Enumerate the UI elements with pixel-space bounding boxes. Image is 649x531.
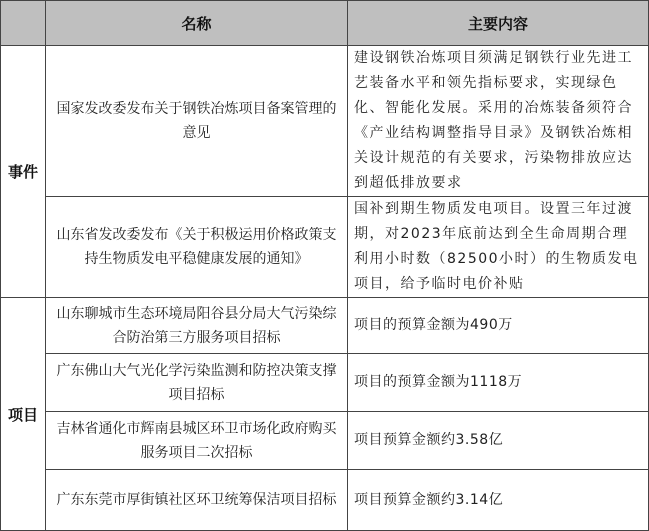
category-events: 事件 (1, 46, 46, 298)
row-content: 建设钢铁冶炼项目须满足钢铁行业先进工艺装备水平和领先指标要求，实现绿色化、智能化发展。采用的冶炼装备须符合《产业结构调整指导目录》及钢铁冶炼相关设计规范的有关要求，污染物排放应达到超低排放要求 (348, 46, 649, 197)
table-row (1, 46, 649, 197)
row-name: 广东东莞市厚街镇社区环卫统筹保洁项目招标 (46, 470, 348, 531)
row-name: 广东佛山大气光化学污染监测和防控决策支撑项目招标 (46, 354, 348, 412)
category-projects: 项目 (1, 298, 46, 531)
row-name: 山东聊城市生态环境局阳谷县分局大气污染综合防治第三方服务项目招标 (46, 298, 348, 354)
table-row (1, 298, 649, 354)
row-content: 项目的预算金额为1118万 (348, 354, 649, 412)
row-name: 国家发改委发布关于钢铁冶炼项目备案管理的意见 (46, 46, 348, 197)
header-name: 名称 (46, 1, 348, 46)
row-content: 项目的预算金额为490万 (348, 298, 649, 354)
header-content: 主要内容 (348, 1, 649, 46)
row-content: 项目预算金额约3.14亿 (348, 470, 649, 531)
table-row (1, 354, 649, 412)
header-category (1, 1, 46, 46)
row-content: 国补到期生物质发电项目。设置三年过渡期，对2023年底前达到全生命周期合理利用小时数（82500小时）的生物质发电项目，给予临时电价补贴 (348, 197, 649, 298)
table-row (1, 470, 649, 531)
table-row (1, 197, 649, 298)
row-name: 山东省发改委发布《关于积极运用价格政策支持生物质发电平稳健康发展的通知》 (46, 197, 348, 298)
header-row (1, 1, 649, 46)
row-content: 项目预算金额约3.58亿 (348, 412, 649, 470)
row-name: 吉林省通化市辉南县城区环卫市场化政府购买服务项目二次招标 (46, 412, 348, 470)
table-row (1, 412, 649, 470)
